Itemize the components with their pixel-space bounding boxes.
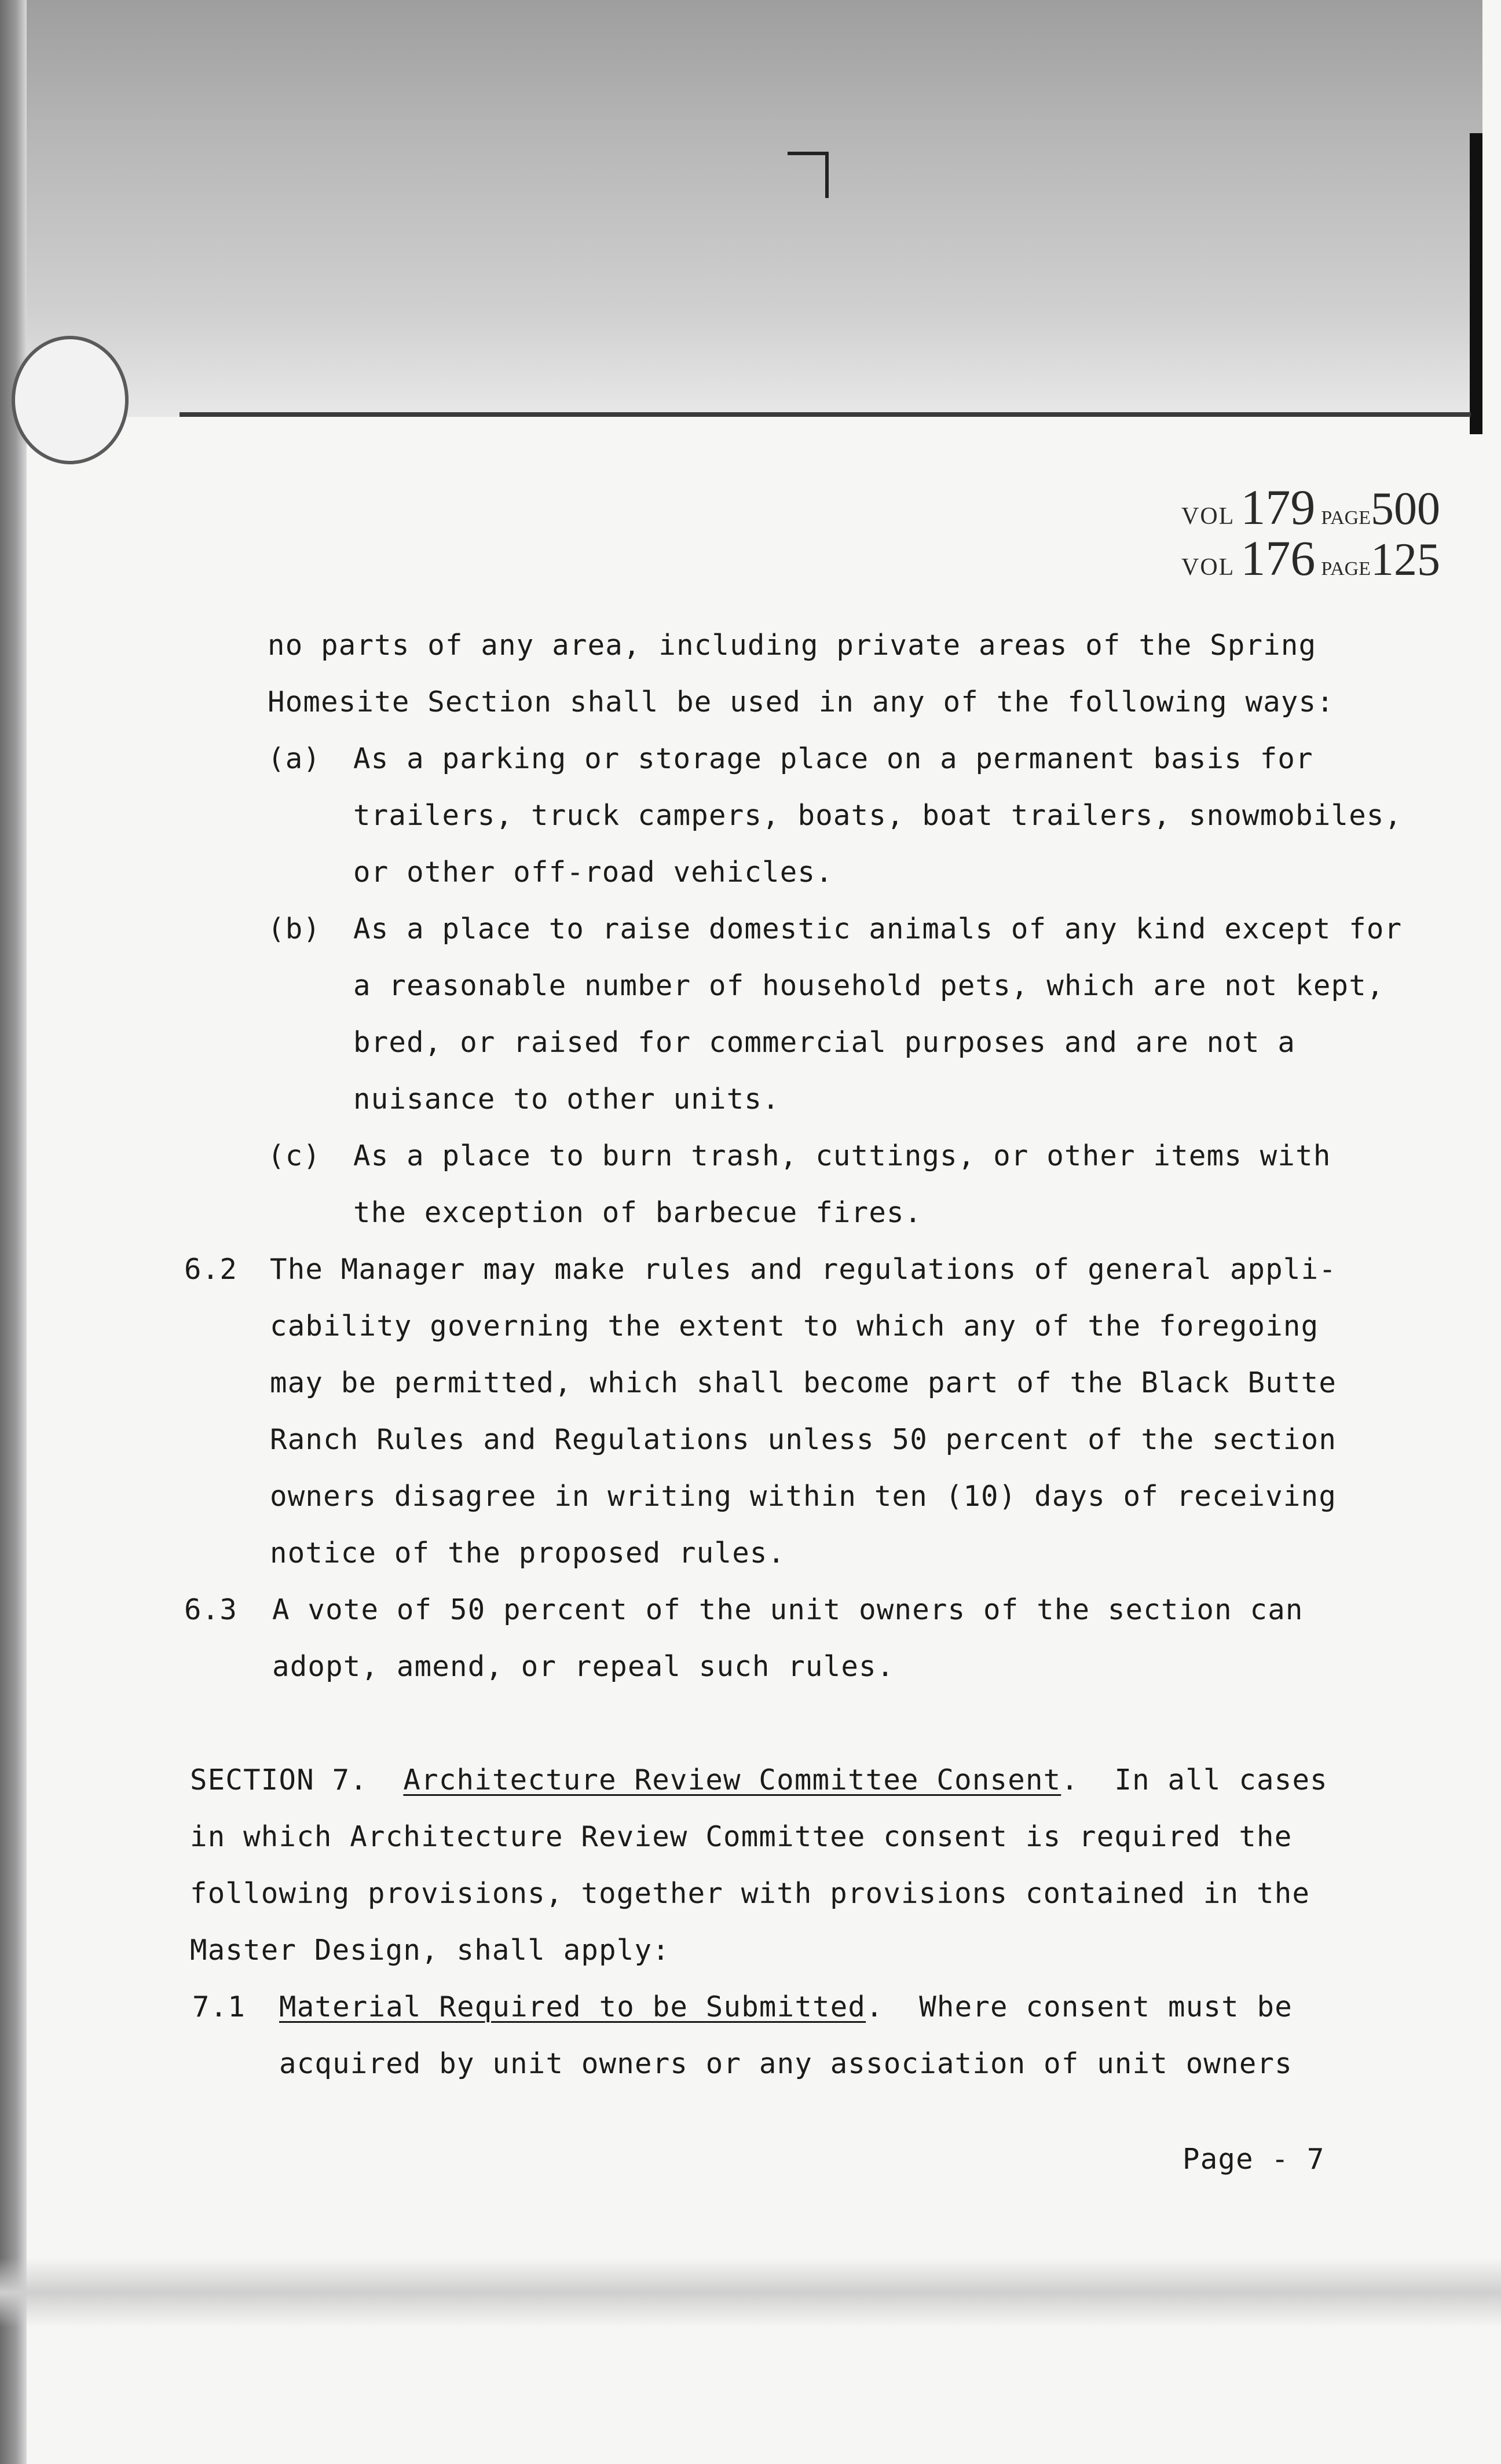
body-text-line: Homesite Section shall be used in any of the following ways: bbox=[268, 685, 1335, 718]
list-item-b-line: nuisance to other units. bbox=[353, 1083, 780, 1116]
body-text-line: no parts of any area, including private areas of the Spring bbox=[268, 629, 1317, 662]
section-7-line: following provisions, together with provisions contained in the bbox=[190, 1877, 1310, 1910]
vol-number: 179 bbox=[1240, 479, 1316, 535]
section-6-2-line: owners disagree in writing within ten (10) days of receiving bbox=[270, 1480, 1337, 1513]
list-marker-b: (b) bbox=[268, 912, 321, 945]
scan-shadow-top bbox=[0, 0, 1482, 417]
vol-label: VOL bbox=[1181, 554, 1235, 581]
section-7-1-heading bbox=[279, 1990, 1293, 2025]
section-7-prefix: SECTION 7. bbox=[190, 1763, 368, 1796]
vol-number: 176 bbox=[1240, 530, 1316, 586]
list-marker-c: (c) bbox=[268, 1139, 321, 1172]
section-6-3-line: adopt, amend, or repeal such rules. bbox=[272, 1650, 895, 1683]
section-7-line: Master Design, shall apply: bbox=[190, 1934, 670, 1967]
section-6-3-line: A vote of 50 percent of the unit owners of the section can bbox=[272, 1593, 1304, 1626]
list-item-c-line: the exception of barbecue fires. bbox=[353, 1196, 922, 1229]
crop-mark bbox=[825, 152, 829, 198]
section-6-2-line: The Manager may make rules and regulations of general appli- bbox=[270, 1253, 1337, 1286]
section-7-1-title: Material Required to be Submitted bbox=[279, 1990, 866, 2023]
volume-stamp-line-2 bbox=[1181, 529, 1440, 587]
page-number: 125 bbox=[1371, 534, 1440, 585]
section-6-2-line: cability governing the extent to which any of the foregoing bbox=[270, 1310, 1319, 1343]
list-item-b-line: As a place to raise domestic animals of any kind except for bbox=[353, 912, 1403, 945]
section-7-after-title: . In all cases bbox=[1061, 1763, 1328, 1796]
section-7-1-after-title: . Where consent must be bbox=[866, 1990, 1293, 2023]
vol-label: VOL bbox=[1181, 503, 1235, 530]
page-label: PAGE bbox=[1321, 558, 1371, 580]
list-item-b-line: bred, or raised for commercial purposes and are not a bbox=[353, 1026, 1296, 1059]
list-item-b-line: a reasonable number of household pets, which are not kept, bbox=[353, 969, 1385, 1002]
page-number: 500 bbox=[1371, 483, 1440, 534]
section-6-2-line: Ranch Rules and Regulations unless 50 percent of the section bbox=[270, 1423, 1337, 1456]
section-6-2-line: notice of the proposed rules. bbox=[270, 1537, 786, 1570]
scan-edge-bar bbox=[1470, 133, 1482, 434]
list-item-c-line: As a place to burn trash, cuttings, or other items with bbox=[353, 1139, 1331, 1172]
section-number-6-2: 6.2 bbox=[184, 1253, 238, 1286]
section-number-7-1: 7.1 bbox=[192, 1990, 246, 2023]
list-item-a-line: As a parking or storage place on a permanent basis for bbox=[353, 742, 1313, 775]
section-7-heading bbox=[190, 1763, 1328, 1798]
punch-hole bbox=[12, 336, 129, 464]
section-6-2-line: may be permitted, which shall become part of the Black Butte bbox=[270, 1366, 1337, 1399]
volume-stamp-line-1 bbox=[1181, 478, 1440, 536]
section-7-1-line: acquired by unit owners or any association of unit owners bbox=[279, 2047, 1293, 2080]
section-7-line: in which Architecture Review Committee consent is required the bbox=[190, 1820, 1293, 1853]
list-marker-a: (a) bbox=[268, 742, 321, 775]
section-7-title: Architecture Review Committee Consent bbox=[403, 1763, 1061, 1796]
section-number-6-3: 6.3 bbox=[184, 1593, 238, 1626]
crop-mark bbox=[788, 152, 828, 155]
page-label: PAGE bbox=[1321, 507, 1371, 529]
scan-band-line bbox=[180, 412, 1471, 417]
list-item-a-line: trailers, truck campers, boats, boat trailers, snowmobiles, bbox=[353, 799, 1403, 832]
scan-shadow-bottom bbox=[0, 2258, 1501, 2327]
page-number-footer: Page - 7 bbox=[1183, 2143, 1325, 2176]
list-item-a-line: or other off-road vehicles. bbox=[353, 856, 833, 889]
